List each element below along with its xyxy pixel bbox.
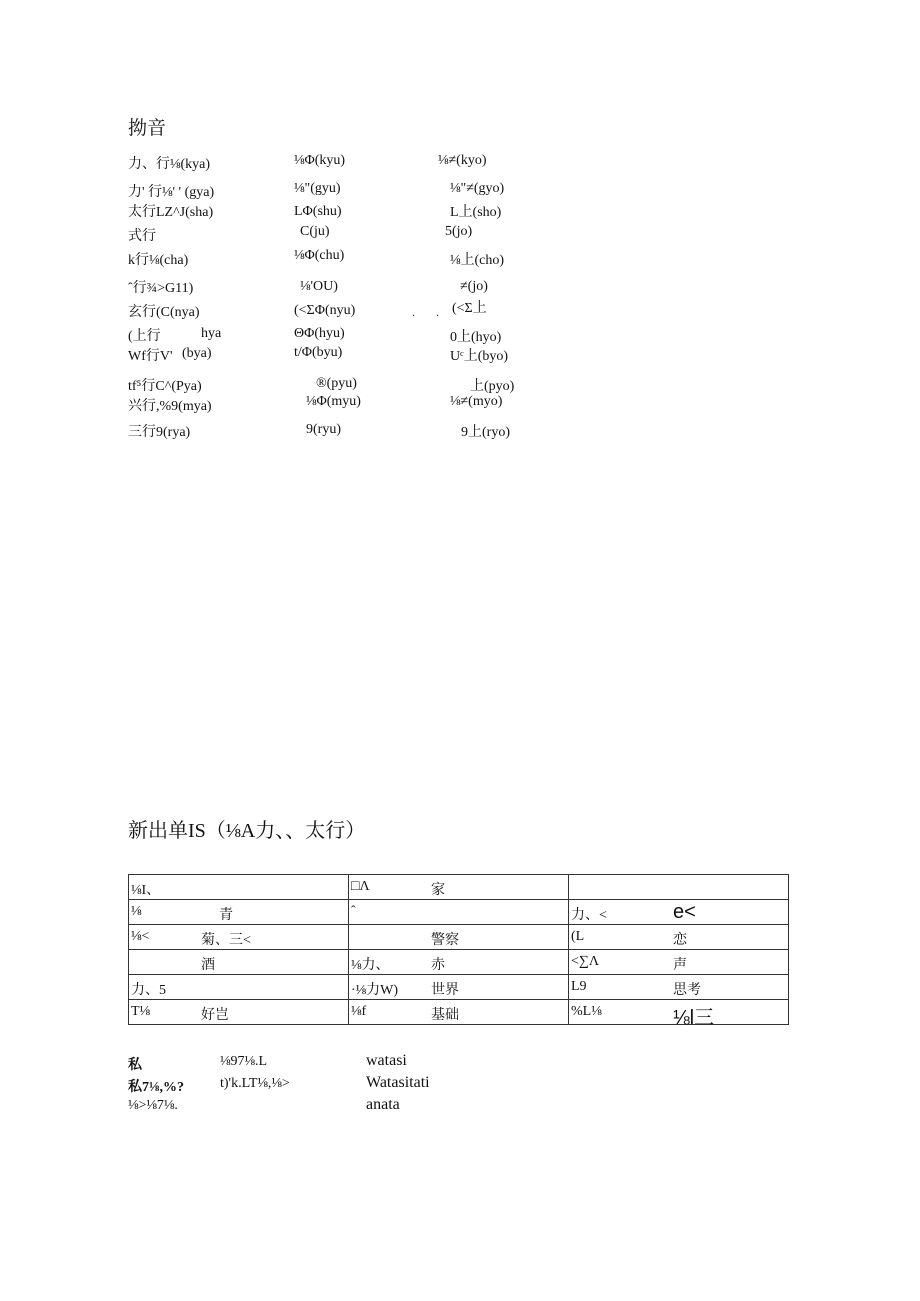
table-row (129, 950, 789, 975)
kanji: 菊、三< (201, 933, 251, 948)
vocab-cell (129, 900, 349, 925)
youon-cell: 太行LZ^J(sha) (128, 205, 214, 220)
youon-cell: ®(pyu) (316, 376, 357, 391)
youon-cell: t/Φ(byu) (294, 345, 343, 360)
youon-cell: ΘΦ(hyu) (294, 326, 345, 341)
youon-cell: (bya) (182, 346, 212, 361)
kanji: 赤 (431, 958, 445, 973)
youon-cell: 兴行,%9(mya) (128, 399, 212, 414)
youon-cell: ⅛Φ(kyu) (294, 153, 346, 168)
vocab-table (128, 874, 789, 1029)
youon-cell: LΦ(shu) (294, 204, 342, 219)
youon-cell: Uᶜ上(byo) (450, 349, 509, 364)
kanji: 酒 (201, 958, 215, 973)
youon-cell: (<ΣΦ(nyu) (294, 303, 356, 318)
vocab-cell (569, 900, 789, 925)
vocab-cell (129, 925, 349, 950)
kanji: 声 (673, 958, 687, 973)
kanji: 思考 (673, 983, 701, 998)
kana: ⅛f (351, 1004, 367, 1019)
stray-mark: · (436, 311, 440, 322)
pronoun-word: 私 (128, 1058, 142, 1073)
vocab-cell (129, 875, 349, 900)
vocab-cell (349, 900, 569, 925)
vocab-cell (129, 950, 349, 975)
vocab-cell (569, 925, 789, 950)
vocab-cell (349, 925, 569, 950)
youon-cell: hya (201, 326, 222, 341)
youon-cell: 5(jo) (445, 224, 473, 239)
youon-cell: 力' 行⅛' ' (gya) (128, 185, 215, 200)
kana: L9 (571, 979, 587, 994)
youon-cell: (上行 (128, 329, 161, 344)
table-row (129, 1000, 789, 1025)
youon-cell: ≠(jo) (460, 279, 488, 294)
youon-cell: 式行 (128, 229, 156, 244)
youon-cell: ˆ行¾>G11) (128, 281, 194, 296)
youon-cell: ⅛≠(myo) (450, 394, 503, 409)
kanji: 家 (431, 883, 445, 898)
pronoun-romaji: watasi (366, 1052, 407, 1069)
kana: 力、< (571, 908, 607, 923)
vocab-title: 新出单IS（⅛A力、、太行） (128, 820, 366, 842)
youon-cell: 0上(hyo) (450, 330, 502, 345)
youon-cell: Wf行V' (128, 349, 173, 364)
youon-cell: L上(sho) (450, 205, 502, 220)
table-row (129, 975, 789, 1000)
kana: 力、5 (131, 983, 166, 998)
vocab-cell (129, 975, 349, 1000)
kana: T⅛ (131, 1004, 151, 1019)
kana: ⅛< (131, 929, 150, 944)
vocab-cell (349, 875, 569, 900)
kana: (L (571, 929, 585, 944)
kanji: 基础 (431, 1008, 459, 1023)
youon-cell: 力、行⅛(kya) (128, 157, 211, 172)
kana: ⅛力、 (351, 958, 390, 973)
stray-mark: · (412, 311, 416, 322)
kana: ˆ (351, 904, 356, 919)
youon-cell: ⅛'OU) (300, 279, 338, 294)
kanji: 警察 (431, 933, 459, 948)
youon-title: 拗音 (128, 118, 167, 139)
kanji: ⅛l三 (673, 1007, 715, 1029)
vocab-cell (349, 1000, 569, 1025)
youon-cell: ⅛上(cho) (450, 253, 505, 268)
kanji: 世界 (431, 983, 459, 998)
kana: □Λ (351, 879, 370, 894)
kanji: e< (673, 901, 696, 923)
youon-cell: ⅛Φ(chu) (294, 248, 345, 263)
kanji: 恋 (673, 933, 687, 948)
pronoun-word: 私7⅛,%? (128, 1080, 184, 1095)
vocab-cell (569, 975, 789, 1000)
kanji: 好岂 (201, 1008, 229, 1023)
youon-cell: 三行9(rya) (128, 425, 191, 440)
youon-cell: (<Σ上 (452, 301, 487, 316)
vocab-cell (349, 975, 569, 1000)
pronoun-word: ⅛>⅛7⅛. (128, 1098, 178, 1113)
kana: ⅛I、 (131, 883, 161, 898)
youon-cell: k行⅛(cha) (128, 253, 189, 268)
youon-cell: ⅛≠(kyo) (438, 153, 487, 168)
kana: %L⅛ (571, 1004, 602, 1019)
vocab-cell (129, 1000, 349, 1025)
pronoun-romaji: anata (366, 1096, 400, 1113)
kana: ⅛ (131, 904, 142, 919)
youon-cell: ⅛"(gyu) (294, 181, 341, 196)
vocab-cell (349, 950, 569, 975)
youon-cell: 9(ryu) (306, 422, 341, 437)
pronoun-romaji: Watasitati (366, 1074, 430, 1091)
youon-cell: ⅛Φ(myu) (306, 394, 361, 409)
pronoun-kana: ⅛97⅛.L (220, 1054, 268, 1069)
kana: <∑Λ (571, 954, 600, 969)
youon-cell: 9上(ryo) (461, 425, 510, 440)
kana: ·⅛力W) (351, 983, 399, 998)
youon-cell: 上(pyo) (470, 379, 515, 394)
table-row (129, 875, 789, 900)
youon-cell: 玄行(C(nya) (128, 305, 200, 320)
pronoun-kana: t)'k.LT⅛,⅛> (220, 1076, 290, 1091)
table-row (129, 925, 789, 950)
youon-cell: C(ju) (300, 224, 330, 239)
table-row (129, 900, 789, 925)
vocab-cell (569, 1000, 789, 1029)
youon-cell: tf⁵行C^(Pya) (128, 379, 202, 394)
kanji: 青 (219, 908, 233, 923)
youon-cell: ⅛"≠(gyo) (450, 181, 505, 196)
vocab-cell (569, 950, 789, 975)
vocab-cell (569, 875, 789, 900)
